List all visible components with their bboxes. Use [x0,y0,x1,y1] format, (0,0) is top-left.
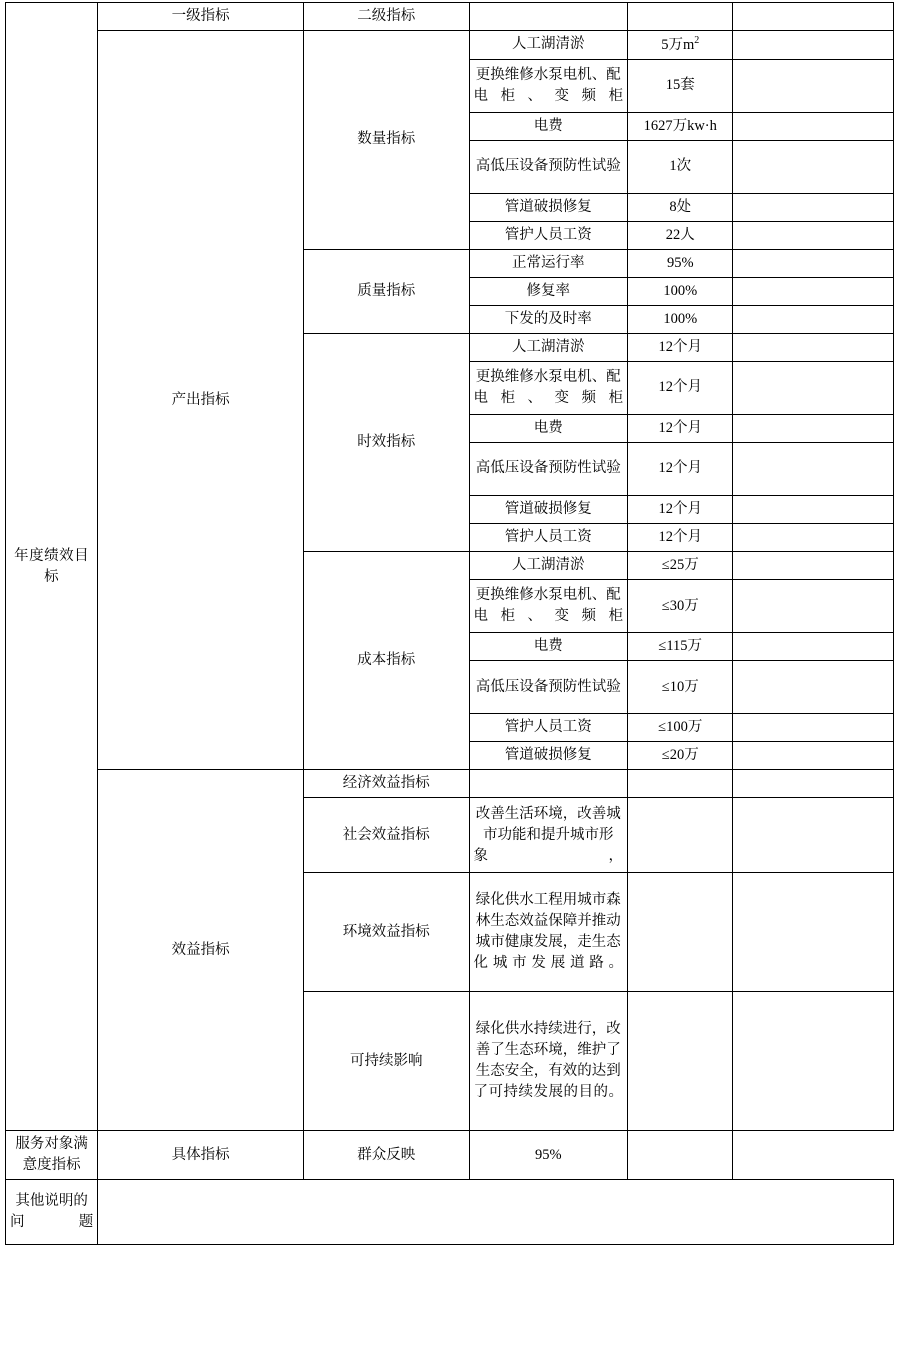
benefit-environment-label: 环境效益指标 [303,873,469,992]
item-label: 高低压设备预防性试验 [469,661,628,714]
item-label: 高低压设备预防性试验 [469,442,628,495]
benefit-environment-value: 绿化供水工程用城市森林生态效益保障并推动城市健康发展，走生态化城市发展道路。 [469,873,628,992]
item-label: 高低压设备预防性试验 [469,140,628,193]
group-output-label: 产出指标 [98,31,304,770]
header-level2: 二级指标 [303,3,469,31]
item-note [628,1131,733,1180]
item-value [628,992,733,1131]
item-value [628,770,733,798]
benefit-social-label: 社会效益指标 [303,798,469,873]
item-note [733,992,894,1131]
item-note [733,661,894,714]
item-note [733,552,894,580]
item-label: 修复率 [469,277,628,305]
item-label: 下发的及时率 [469,305,628,333]
item-note [733,798,894,873]
item-label: 电费 [469,112,628,140]
satisfaction-extra: 95% [469,1131,628,1180]
item-value: 12个月 [628,414,733,442]
item-label: 更换维修水泵电机、配电柜、变频柜 [469,580,628,633]
item-note [733,770,894,798]
item-label: 正常运行率 [469,249,628,277]
item-label: 人工湖清淤 [469,31,628,60]
item-note [733,580,894,633]
item-note [733,249,894,277]
table-row [6,31,894,60]
item-value: 12个月 [628,524,733,552]
item-value: 12个月 [628,361,733,414]
header-level1: 一级指标 [98,3,304,31]
item-note [733,193,894,221]
satisfaction-sub-label: 具体指标 [98,1131,304,1180]
item-label: 管护人员工资 [469,524,628,552]
item-value: ≤100万 [628,714,733,742]
item-label: 人工湖清淤 [469,552,628,580]
performance-target-table [5,2,894,1245]
item-value: 8处 [628,193,733,221]
item-value: 100% [628,305,733,333]
group-benefit-label: 效益指标 [98,770,304,1131]
item-value-sup: 2 [694,35,700,47]
item-note [733,414,894,442]
subgroup-cost-label: 成本指标 [303,552,469,770]
header-col3 [469,3,628,31]
subgroup-quality-label: 质量指标 [303,249,469,333]
item-value: ≤10万 [628,661,733,714]
item-value: 1次 [628,140,733,193]
table-header-row [6,3,894,31]
item-note [733,524,894,552]
group-satisfaction-label: 服务对象满意度指标 [6,1131,98,1180]
item-note [733,361,894,414]
item-value: 95% [628,249,733,277]
item-note [733,742,894,770]
item-value [628,873,733,992]
footer-row [6,1180,894,1245]
satisfaction-value: 群众反映 [303,1131,469,1180]
item-note [733,873,894,992]
item-note [733,221,894,249]
item-note [733,495,894,523]
item-label: 电费 [469,633,628,661]
item-label: 管道破损修复 [469,742,628,770]
item-label: 人工湖清淤 [469,333,628,361]
item-label: 更换维修水泵电机、配电柜、变频柜 [469,361,628,414]
item-value: ≤30万 [628,580,733,633]
item-note [733,59,894,112]
item-label: 更换维修水泵电机、配电柜、变频柜 [469,59,628,112]
row-label-annual-goal: 年度绩效目标 [6,3,98,1131]
item-value [628,798,733,873]
header-col5 [733,3,894,31]
benefit-economic-label: 经济效益指标 [303,770,469,798]
item-note [733,277,894,305]
benefit-economic-value [469,770,628,798]
item-label: 管护人员工资 [469,221,628,249]
footer-value [98,1180,894,1245]
item-value: 12个月 [628,495,733,523]
item-note [733,305,894,333]
benefit-sustainable-label: 可持续影响 [303,992,469,1131]
item-note [733,714,894,742]
item-note [733,140,894,193]
table-row [6,770,894,798]
item-note [733,633,894,661]
subgroup-timeliness-label: 时效指标 [303,333,469,551]
subgroup-quantity-label: 数量指标 [303,31,469,250]
item-note [733,333,894,361]
item-label: 管道破损修复 [469,495,628,523]
item-label: 管护人员工资 [469,714,628,742]
item-value: 22人 [628,221,733,249]
benefit-social-value: 改善生活环境，改善城市功能和提升城市形象， [469,798,628,873]
footer-label: 其他说明的问题 [6,1180,98,1245]
item-value: 100% [628,277,733,305]
table-row [6,1131,894,1180]
item-value: 12个月 [628,333,733,361]
item-note [733,31,894,60]
item-value: 1627万kw·h [628,112,733,140]
item-note [733,442,894,495]
item-label: 电费 [469,414,628,442]
benefit-sustainable-value: 绿化供水持续进行，改善了生态环境，维护了生态安全，有效的达到了可持续发展的目的。 [469,992,628,1131]
item-value: 12个月 [628,442,733,495]
header-col4 [628,3,733,31]
item-label: 管道破损修复 [469,193,628,221]
item-note [733,112,894,140]
item-value [628,31,733,60]
item-value: ≤25万 [628,552,733,580]
item-value: 15套 [628,59,733,112]
item-value: ≤20万 [628,742,733,770]
item-value-text: 5万m [661,36,695,53]
item-value: ≤115万 [628,633,733,661]
